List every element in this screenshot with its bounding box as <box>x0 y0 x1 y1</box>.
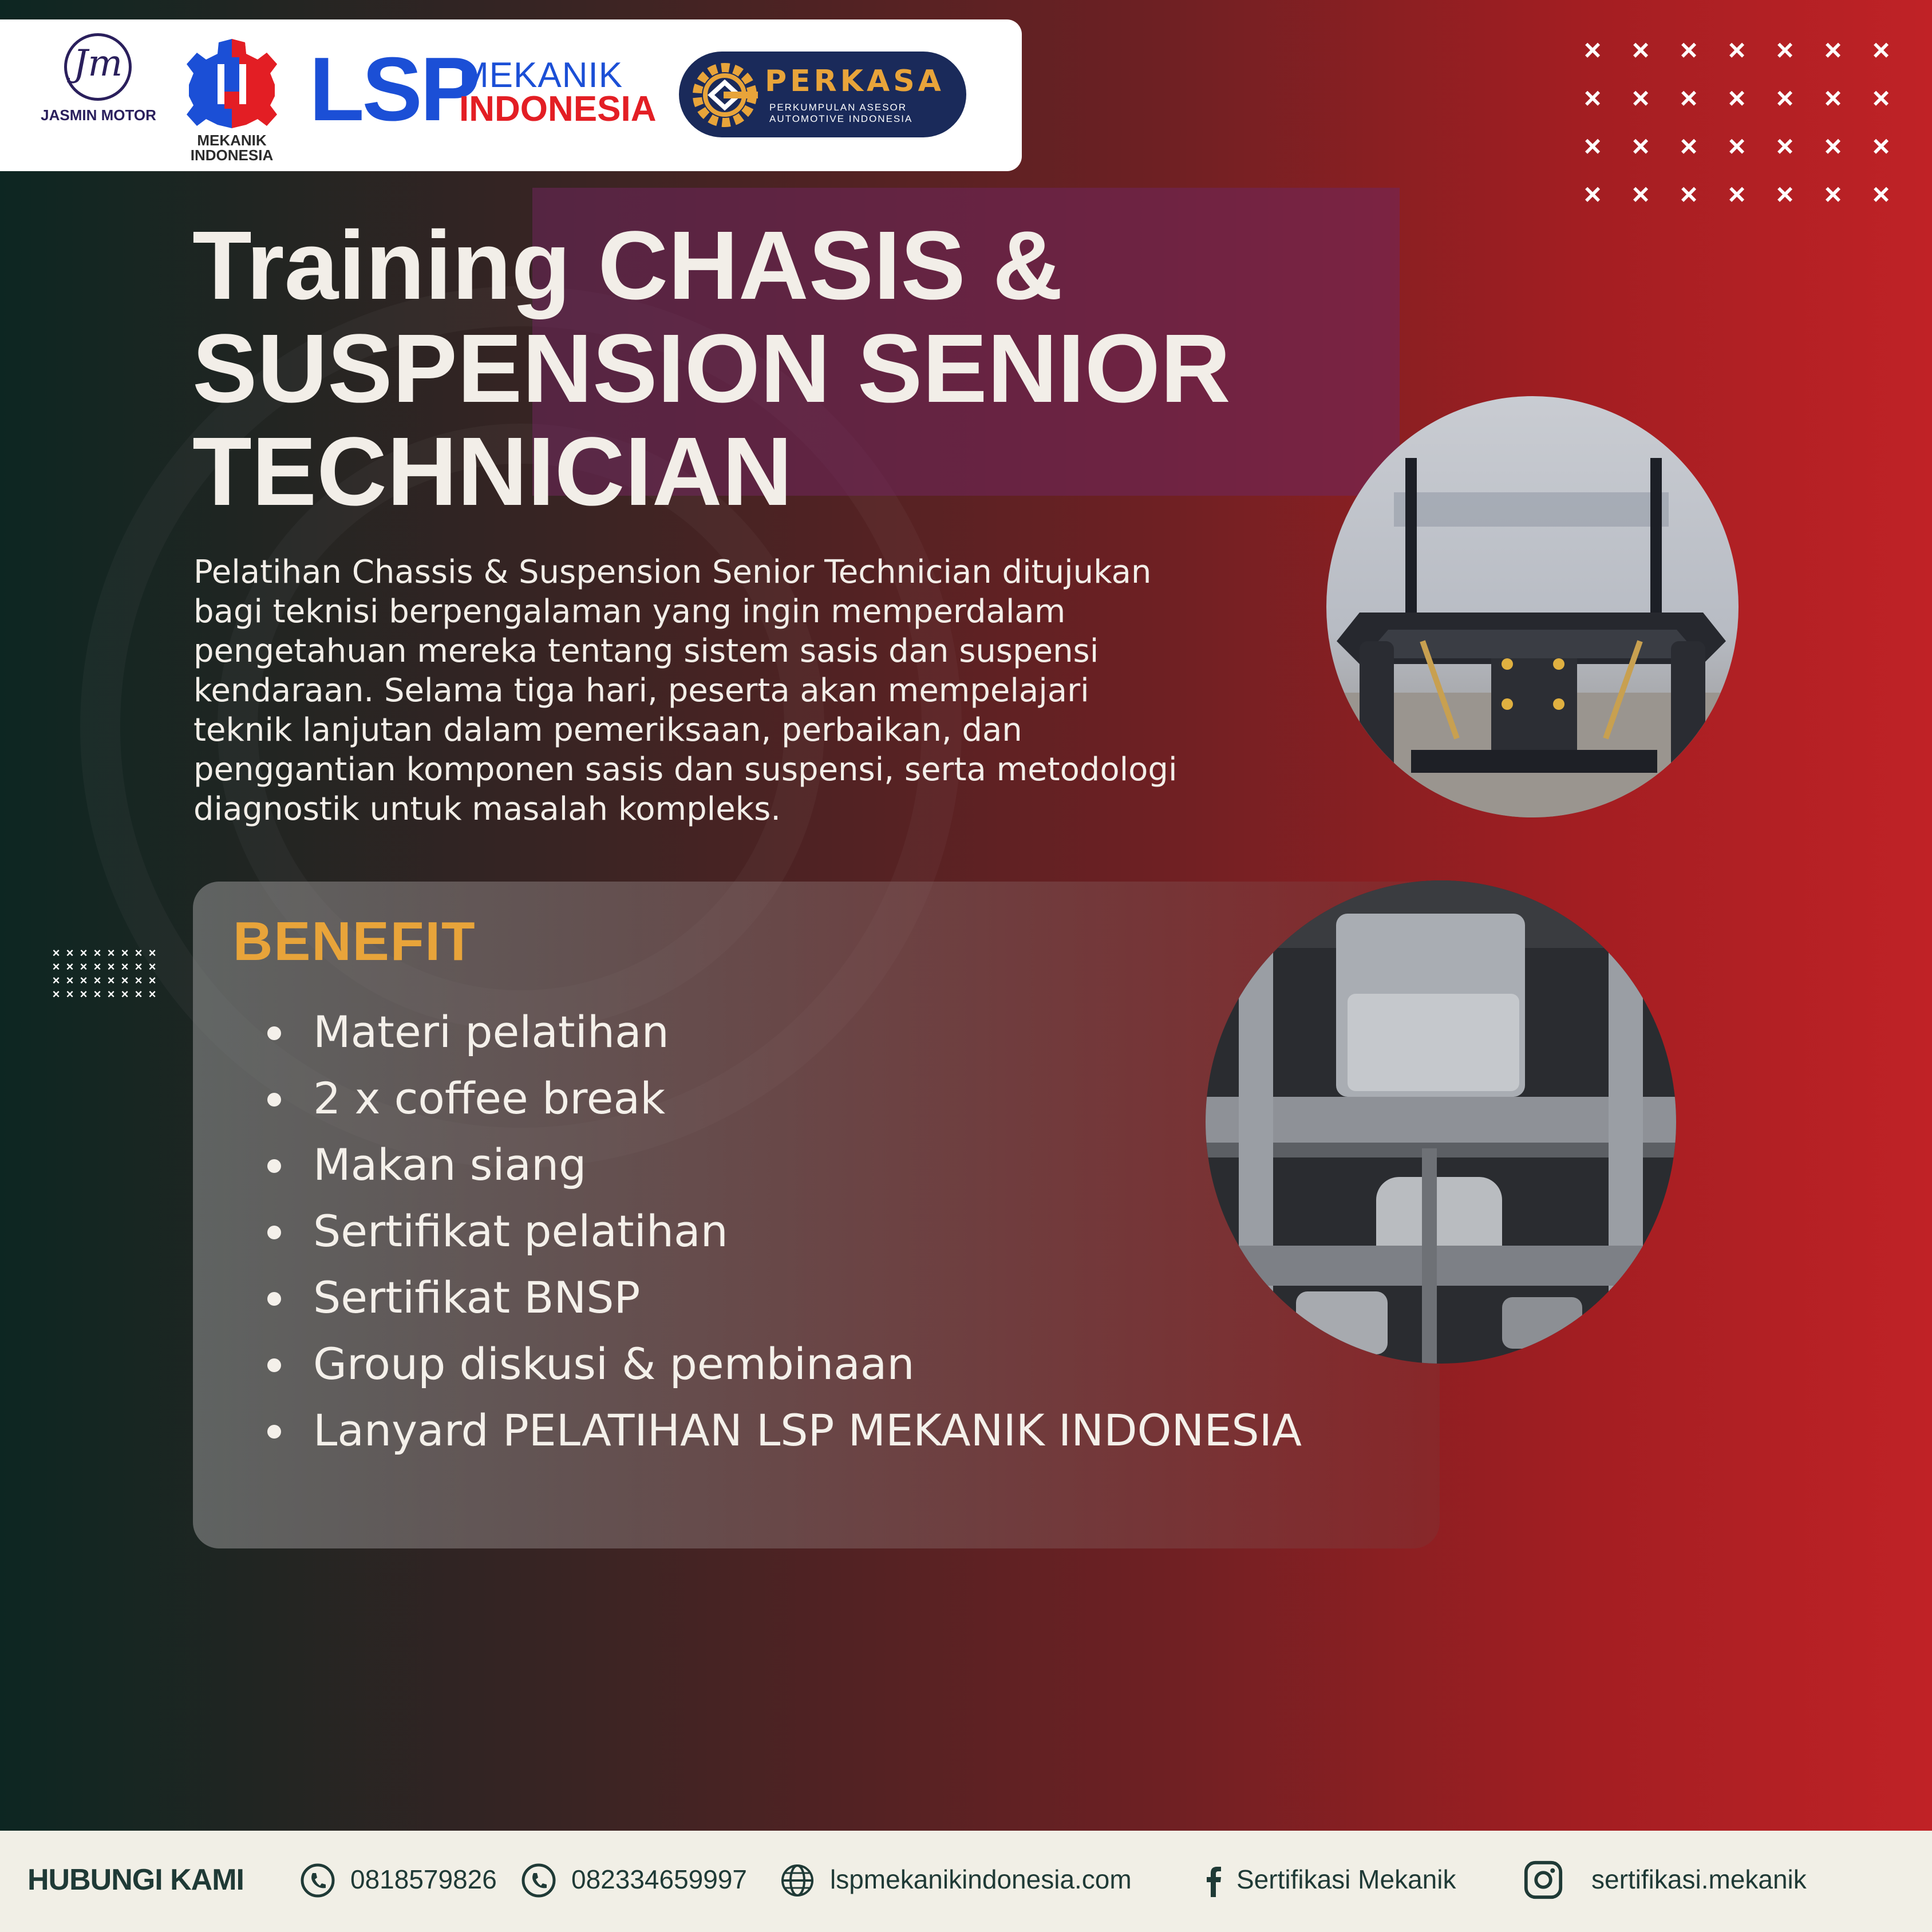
bullet-icon <box>267 1292 281 1306</box>
phone-number-2: 082334659997 <box>571 1864 747 1894</box>
undercarriage-photo <box>1204 879 1677 1365</box>
benefit-item-label: 2 x coffee break <box>313 1073 666 1124</box>
bullet-icon <box>267 1026 281 1040</box>
description <box>193 552 1350 829</box>
benefit-item <box>227 1198 1302 1265</box>
benefit-item-label: Lanyard PELATIHAN LSP MEKANIK INDONESIA <box>313 1405 1302 1456</box>
jasmin-logo-mark: Jm <box>73 42 123 85</box>
bullet-icon <box>267 1093 281 1107</box>
bullet-icon <box>267 1358 281 1372</box>
benefit-item <box>227 1132 1302 1198</box>
mekanik-logo-text <box>177 133 286 163</box>
perkasa-sub-line1: PERKUMPULAN ASESOR <box>769 102 907 113</box>
benefit-item-label: Group diskusi & pembinaan <box>313 1338 915 1389</box>
mekanik-logo-line1: MEKANIK <box>197 132 267 149</box>
perkasa-logo <box>679 52 966 137</box>
perkasa-logo-name: PERKASA <box>765 64 945 98</box>
facebook-icon <box>1196 1863 1232 1898</box>
perkasa-gear-icon <box>689 60 760 131</box>
lsp-mekanik-indonesia-logo <box>309 39 657 140</box>
benefit-item <box>227 999 1302 1065</box>
description-line: kendaraan. Selama tiga hari, peserta akan mempelajari <box>193 672 1089 709</box>
perkasa-sub-line2: AUTOMOTIVE INDONESIA <box>769 113 913 124</box>
title-line: TECHNICIAN <box>192 417 793 526</box>
title-line: Training CHASIS & <box>192 211 1063 320</box>
benefit-item-label: Makan siang <box>313 1139 587 1190</box>
contact-label: HUBUNGI KAMI <box>27 1863 244 1897</box>
phone-icon <box>300 1863 335 1898</box>
decor-x-pattern: × × × × × × × × × × × × × × × × × × × × × × × × × × × × <box>1583 34 1890 211</box>
phone-number-1: 0818579826 <box>350 1864 497 1894</box>
bullet-icon <box>267 1425 281 1439</box>
benefit-list <box>227 999 1302 1464</box>
website-url: lspmekanikindonesia.com <box>830 1864 1132 1894</box>
title-line: SUSPENSION SENIOR <box>192 314 1231 423</box>
lsp-logo-big: LSP <box>309 39 479 140</box>
mekanik-logo-line2: INDONESIA <box>190 147 274 164</box>
description-line: penggantian komponen sasis dan suspensi, serta metodologi <box>193 751 1178 788</box>
phone-icon <box>521 1863 556 1898</box>
description-line: diagnostik untuk masalah kompleks. <box>193 791 781 828</box>
benefit-item-label: Materi pelatihan <box>313 1006 669 1057</box>
perkasa-logo-sub <box>769 102 912 125</box>
globe-icon <box>780 1863 815 1898</box>
footer <box>0 1831 1932 1932</box>
decor-x-pattern-small: × × × × × × × × × × × × × × × × × × × × × × × × × × × × × × × × <box>52 946 156 1001</box>
instagram-handle: sertifikasi.mekanik <box>1591 1864 1807 1894</box>
benefit-item-label: Sertifikat pelatihan <box>313 1206 728 1257</box>
bullet-icon <box>267 1226 281 1239</box>
benefit-item <box>227 1331 1302 1397</box>
benefit-item <box>227 1265 1302 1331</box>
lsp-logo-top: MEKANIK <box>459 56 623 95</box>
instagram-icon <box>1523 1859 1564 1901</box>
description-line: pengetahuan mereka tentang sistem sasis dan suspensi <box>193 633 1099 670</box>
chassis-photo <box>1325 395 1740 819</box>
mekanik-indonesia-logo <box>177 34 286 164</box>
jasmin-logo-name: JASMIN MOTOR <box>41 106 156 124</box>
facebook-name: Sertifikasi Mekanik <box>1236 1864 1456 1894</box>
benefit-title: BENEFIT <box>233 911 476 972</box>
benefit-item <box>227 1397 1302 1464</box>
page-title <box>192 211 1337 526</box>
benefit-item-label: Sertifikat BNSP <box>313 1272 641 1323</box>
description-line: bagi teknisi berpengalaman yang ingin memperdalam <box>193 593 1066 630</box>
jasmin-motor-logo <box>35 33 161 148</box>
description-line: Pelatihan Chassis & Suspension Senior Technician ditujukan <box>193 554 1152 591</box>
lsp-logo-bottom: INDONESIA <box>459 89 657 129</box>
bullet-icon <box>267 1159 281 1173</box>
gear-logo-icon <box>177 34 286 132</box>
description-line: teknik lanjutan dalam pemeriksaan, perbaikan, dan <box>193 712 1022 749</box>
benefit-item <box>227 1065 1302 1132</box>
